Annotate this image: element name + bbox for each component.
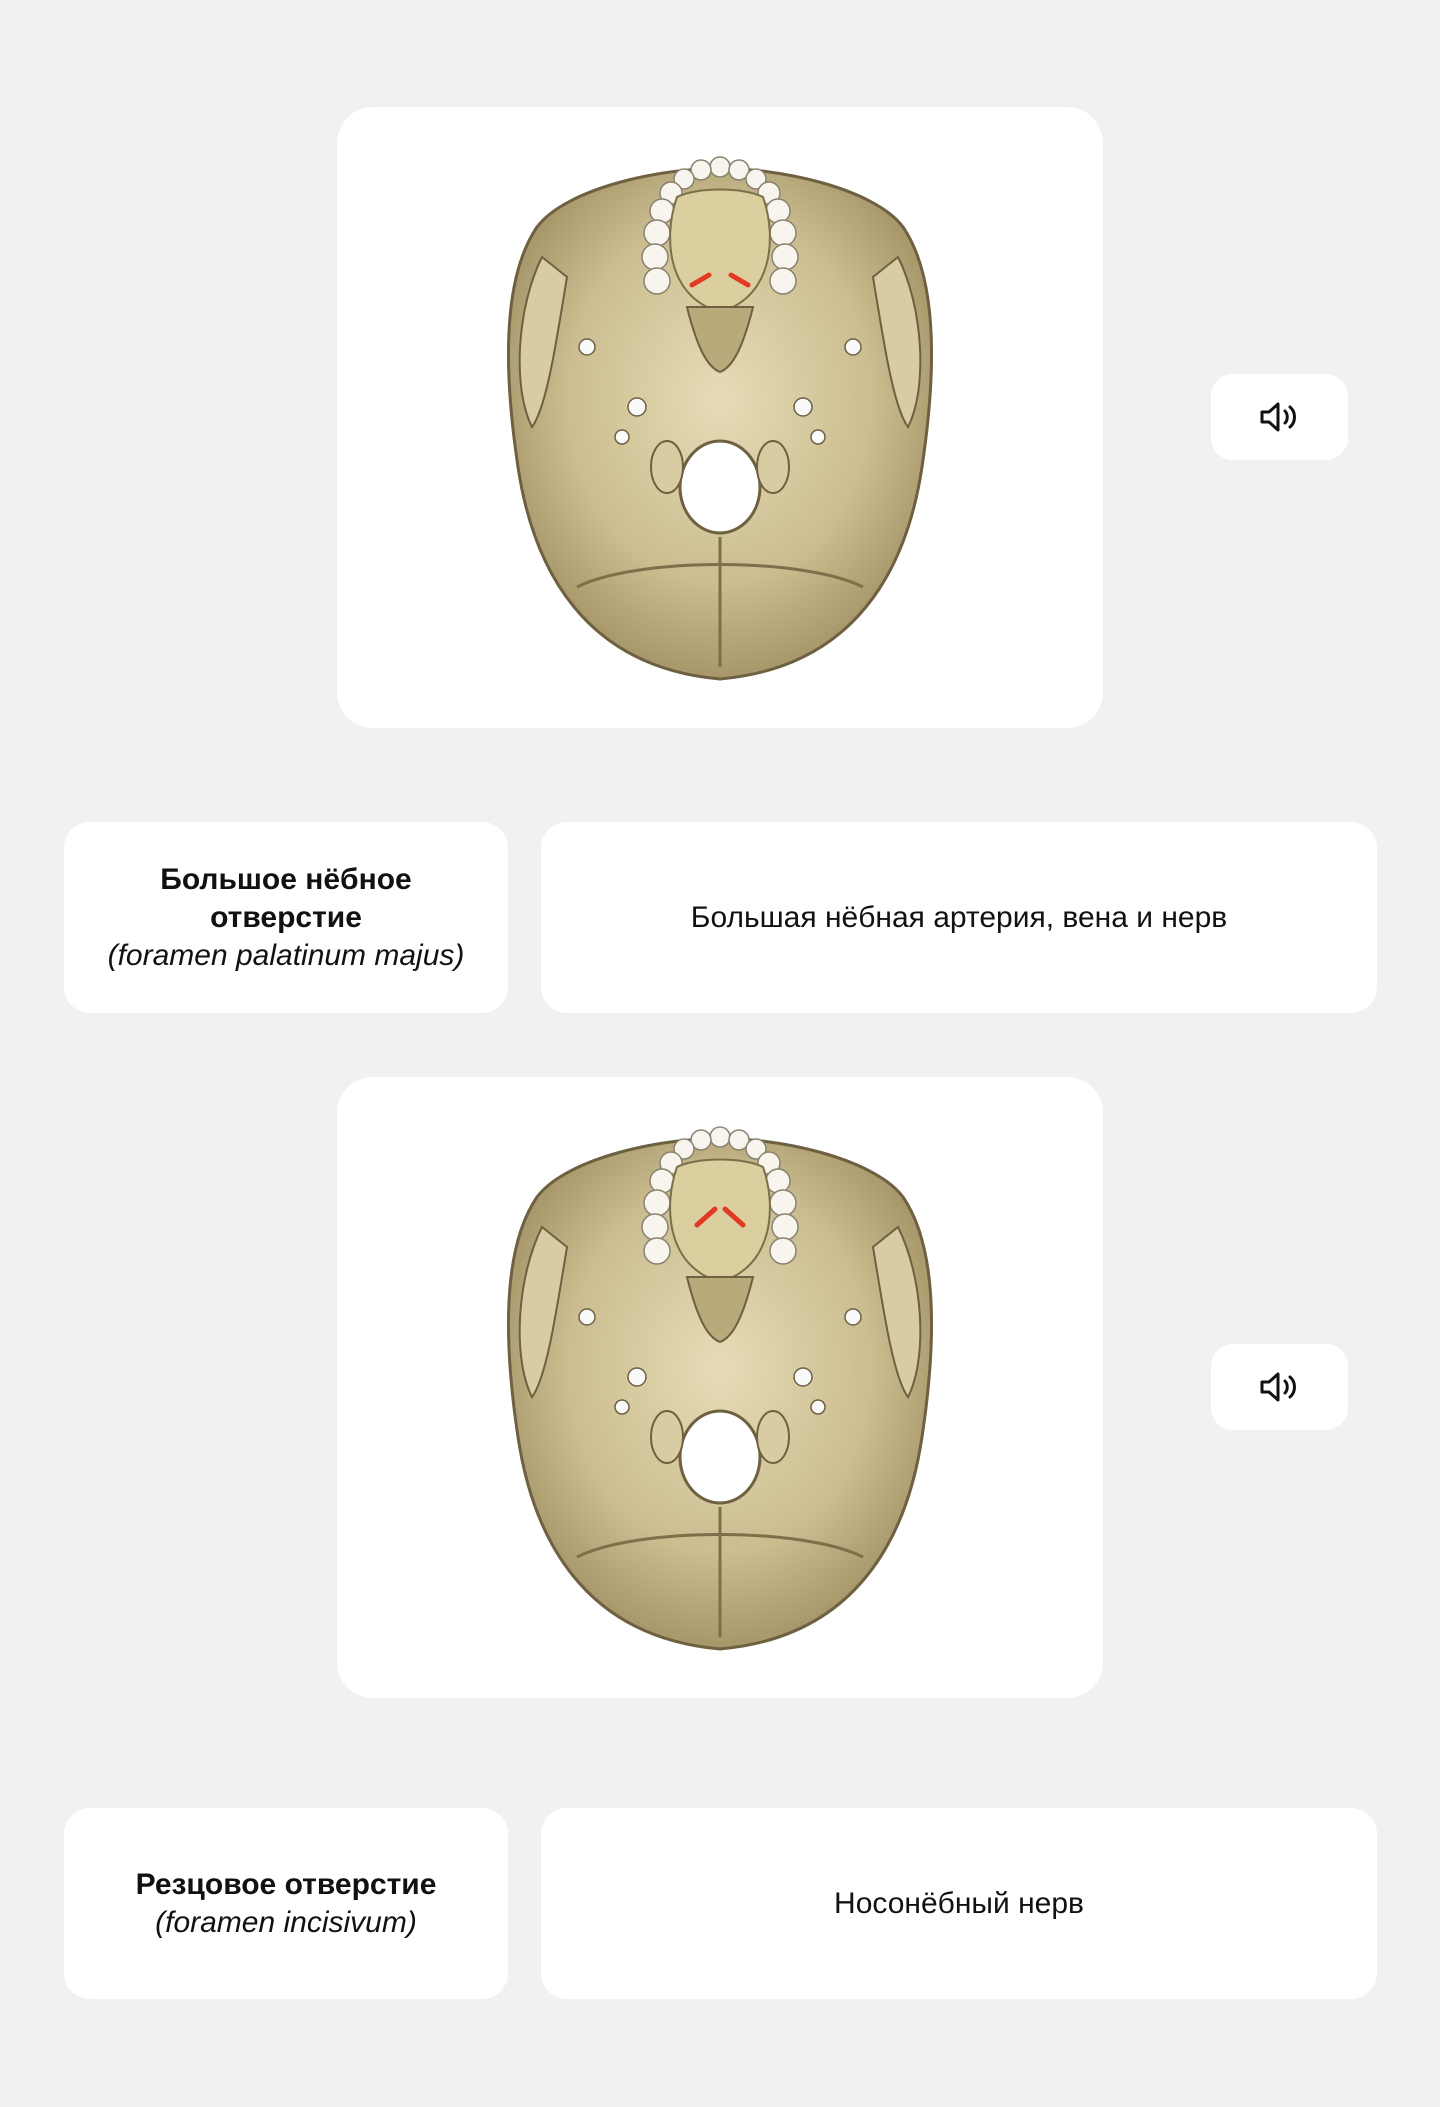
term-card-1	[64, 822, 508, 1013]
description-card-2	[541, 1808, 1377, 1999]
play-audio-button-2[interactable]	[1211, 1344, 1348, 1430]
term-name: Резцовое отверстие	[135, 1867, 437, 1901]
term-latin-name: (foramen incisivum)	[155, 1905, 417, 1939]
skull-base-illustration	[337, 107, 1103, 728]
speaker-icon	[1258, 399, 1302, 435]
skull-base-illustration	[337, 1077, 1103, 1698]
play-audio-button-1[interactable]	[1211, 374, 1348, 460]
term-name: Большое нёбное отверстие	[160, 862, 412, 934]
term-card-2	[64, 1808, 508, 1999]
description-card-1	[541, 822, 1377, 1013]
skull-illustration-card-2	[337, 1077, 1103, 1698]
term-latin-name: (foramen palatinum majus)	[107, 938, 465, 972]
speaker-icon	[1258, 1369, 1302, 1405]
skull-illustration-card-1	[337, 107, 1103, 728]
description-text: Носонёбный нерв	[834, 1886, 1084, 1920]
description-text: Большая нёбная артерия, вена и нерв	[690, 900, 1228, 934]
